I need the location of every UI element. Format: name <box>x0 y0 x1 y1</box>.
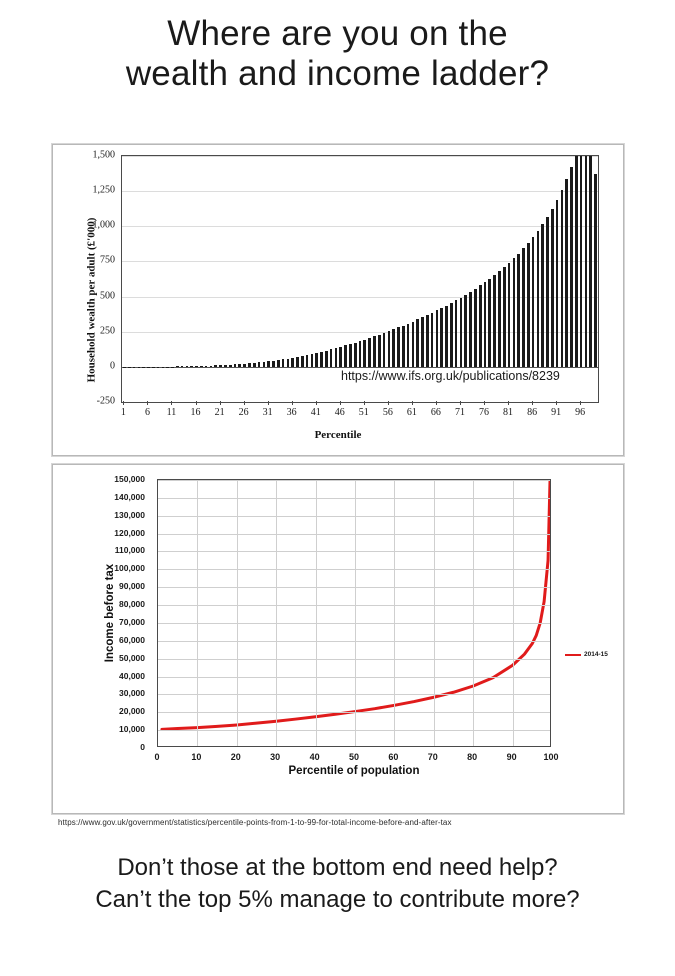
income-y-axis-title: Income before tax <box>104 563 117 663</box>
wealth-y-tick-label: -250 <box>96 395 115 407</box>
wealth-bar <box>243 364 246 367</box>
wealth-x-tick <box>268 401 269 405</box>
bottom-line-1: Don’t those at the bottom end need help? <box>117 854 558 881</box>
wealth-bar <box>537 231 540 367</box>
wealth-bar <box>532 237 535 366</box>
wealth-x-tick-label: 86 <box>527 407 538 418</box>
income-y-tick-label: 120,000 <box>114 527 145 538</box>
wealth-bar <box>219 365 222 367</box>
wealth-x-tick <box>316 401 317 405</box>
wealth-bar <box>373 336 376 367</box>
legend-label: 2014-15 <box>584 651 608 658</box>
income-gridline-v <box>276 480 277 746</box>
wealth-x-tick-label: 36 <box>286 407 297 418</box>
wealth-y-axis-title: Household wealth per adult (£'000) <box>85 217 98 383</box>
wealth-bar <box>267 361 270 367</box>
wealth-gridline <box>122 156 598 157</box>
income-gridline-h <box>158 551 550 552</box>
wealth-bar <box>186 366 189 367</box>
income-gridline-v <box>237 480 238 746</box>
income-y-tick-label: 20,000 <box>119 706 145 717</box>
wealth-x-tick <box>484 401 485 405</box>
income-y-tick-label: 70,000 <box>119 616 145 627</box>
income-y-tick-label: 10,000 <box>119 724 145 735</box>
income-plot-area <box>157 479 551 747</box>
wealth-bar <box>541 224 544 366</box>
wealth-gridline <box>122 191 598 192</box>
wealth-x-tick <box>123 401 124 405</box>
wealth-x-tick <box>460 401 461 405</box>
wealth-x-tick <box>412 401 413 405</box>
wealth-bar <box>291 358 294 367</box>
income-y-tick-label: 90,000 <box>119 581 145 592</box>
wealth-bar <box>527 243 530 367</box>
income-gridline-h <box>158 569 550 570</box>
wealth-source-url: https://www.ifs.org.uk/publications/8239 <box>341 369 560 383</box>
wealth-bar <box>354 343 357 367</box>
wealth-x-tick-label: 56 <box>382 407 393 418</box>
wealth-bar <box>426 315 429 367</box>
wealth-bar <box>546 217 549 367</box>
wealth-x-tick <box>436 401 437 405</box>
wealth-x-tick-label: 31 <box>262 407 273 418</box>
income-legend <box>565 651 608 658</box>
wealth-bar <box>493 275 496 367</box>
income-y-tick-label: 80,000 <box>119 599 145 610</box>
wealth-gridline <box>122 367 598 368</box>
income-gridline-v <box>355 480 356 746</box>
wealth-bar <box>407 324 410 367</box>
legend-swatch-icon <box>565 654 581 656</box>
income-gridline-h <box>158 498 550 499</box>
wealth-y-tick-label: 1,250 <box>92 184 115 196</box>
wealth-x-tick-label: 26 <box>238 407 249 418</box>
wealth-x-tick-label: 96 <box>575 407 586 418</box>
income-x-tick-label: 80 <box>467 752 478 762</box>
wealth-bar <box>190 366 193 367</box>
wealth-bar <box>335 348 338 367</box>
wealth-bar <box>388 331 391 367</box>
income-y-tick-label: 0 <box>140 742 145 752</box>
wealth-bar <box>325 351 328 367</box>
wealth-bar <box>205 366 208 367</box>
wealth-x-tick-label: 66 <box>430 407 441 418</box>
income-y-tick-label: 140,000 <box>114 491 145 502</box>
wealth-bar <box>234 364 237 367</box>
wealth-x-tick-label: 51 <box>358 407 369 418</box>
wealth-bar <box>315 353 318 367</box>
wealth-x-tick <box>364 401 365 405</box>
wealth-x-tick-label: 1 <box>120 407 126 418</box>
wealth-bar <box>263 362 266 367</box>
wealth-bar <box>368 338 371 367</box>
wealth-bar <box>224 365 227 367</box>
wealth-bar <box>311 354 314 367</box>
wealth-bar <box>445 306 448 367</box>
income-gridline-v <box>513 480 514 746</box>
income-gridline-h <box>158 587 550 588</box>
wealth-x-tick <box>340 401 341 405</box>
income-gridline-h <box>158 730 550 731</box>
wealth-bar <box>460 298 463 367</box>
wealth-bar <box>522 248 525 366</box>
wealth-x-tick-label: 71 <box>454 407 465 418</box>
wealth-bar <box>171 367 174 368</box>
income-y-tick-label: 30,000 <box>119 688 145 699</box>
wealth-bar <box>551 209 554 367</box>
wealth-bar <box>282 359 285 367</box>
wealth-bar <box>200 366 203 367</box>
bottom-text <box>0 852 675 917</box>
income-x-tick-label: 50 <box>348 752 360 762</box>
income-gridline-h <box>158 480 550 481</box>
source-caption: https://www.gov.uk/government/statistics/percentile-points-from-1-to-99-for-total-income-before-and-after-tax <box>58 818 452 827</box>
income-x-tick-label: 60 <box>388 752 399 762</box>
wealth-bar <box>378 335 381 367</box>
wealth-bar <box>349 344 352 367</box>
wealth-bar <box>157 367 160 368</box>
wealth-bar <box>339 347 342 367</box>
wealth-bar <box>258 362 261 366</box>
wealth-bar <box>402 326 405 367</box>
wealth-y-tick-label: 1,000 <box>92 219 115 231</box>
wealth-x-tick <box>388 401 389 405</box>
wealth-bar <box>513 258 516 367</box>
wealth-gridline <box>122 402 598 403</box>
income-x-tick-label: 100 <box>543 752 559 762</box>
wealth-bar <box>210 366 213 367</box>
income-x-tick-label: 20 <box>230 752 241 762</box>
wealth-bar <box>469 292 472 367</box>
income-y-tick-label: 60,000 <box>119 634 145 645</box>
income-gridline-h <box>158 712 550 713</box>
wealth-bar <box>287 359 290 367</box>
wealth-x-tick <box>556 401 557 405</box>
wealth-bar <box>585 155 588 367</box>
income-gridline-h <box>158 677 550 678</box>
wealth-bar <box>479 285 482 366</box>
wealth-bar <box>392 329 395 367</box>
wealth-x-tick <box>147 401 148 405</box>
wealth-bar <box>147 367 150 368</box>
wealth-bar <box>561 190 564 366</box>
income-gridline-h <box>158 641 550 642</box>
wealth-bar <box>181 366 184 367</box>
wealth-x-tick-label: 91 <box>551 407 562 418</box>
wealth-y-tick-label: 500 <box>100 290 115 302</box>
wealth-x-tick <box>244 401 245 405</box>
wealth-bar <box>455 300 458 366</box>
title-line-2: wealth and income ladder? <box>125 54 550 94</box>
wealth-x-tick <box>171 401 172 405</box>
income-gridline-h <box>158 623 550 624</box>
wealth-bar <box>123 367 126 368</box>
wealth-x-tick-label: 11 <box>166 407 177 418</box>
wealth-bar <box>277 360 280 367</box>
wealth-bar <box>397 327 400 366</box>
income-y-tick-label: 110,000 <box>114 545 145 556</box>
wealth-chart-panel <box>52 144 624 456</box>
wealth-x-tick-label: 76 <box>479 407 489 418</box>
income-x-tick-label: 70 <box>427 752 438 762</box>
income-x-tick-label: 10 <box>191 752 202 762</box>
wealth-bar <box>301 356 304 367</box>
wealth-bar <box>589 155 592 367</box>
income-y-tick-label: 50,000 <box>119 652 145 663</box>
income-gridline-v <box>394 480 395 746</box>
income-gridline-v <box>316 480 317 746</box>
wealth-x-tick-label: 21 <box>214 407 225 418</box>
wealth-bar <box>176 366 179 367</box>
wealth-bar <box>517 254 520 367</box>
wealth-x-tick <box>508 401 509 405</box>
wealth-y-tick-label: 0 <box>110 360 115 372</box>
income-gridline-h <box>158 694 550 695</box>
income-x-tick-label: 0 <box>154 752 160 762</box>
income-x-tick-label: 90 <box>506 752 517 762</box>
wealth-x-tick-label: 46 <box>334 407 345 418</box>
wealth-x-tick <box>532 401 533 405</box>
income-y-tick-label: 40,000 <box>119 670 145 681</box>
wealth-bar <box>464 295 467 367</box>
wealth-bar <box>359 341 362 367</box>
wealth-bar <box>436 310 439 366</box>
wealth-bar <box>152 367 155 368</box>
wealth-bar <box>508 263 511 367</box>
wealth-bar <box>272 361 275 367</box>
wealth-x-axis-title: Percentile <box>314 429 362 441</box>
wealth-bar <box>229 365 232 367</box>
income-y-tick-label: 150,000 <box>114 474 145 484</box>
income-gridline-h <box>158 605 550 606</box>
wealth-bar <box>594 174 597 367</box>
income-y-tick-label: 130,000 <box>114 509 145 520</box>
wealth-bar <box>556 200 559 367</box>
income-chart-panel <box>52 464 624 814</box>
wealth-bar <box>363 340 366 367</box>
wealth-x-tick-label: 6 <box>144 407 150 418</box>
income-gridline-v <box>473 480 474 746</box>
wealth-bar <box>142 367 145 368</box>
wealth-bar <box>488 279 491 367</box>
wealth-bar <box>484 282 487 367</box>
bottom-line-2: Can’t the top 5% manage to contribute more? <box>95 886 580 914</box>
wealth-bar <box>383 333 386 367</box>
income-gridline-v <box>197 480 198 746</box>
wealth-bar <box>416 319 419 366</box>
wealth-x-tick-label: 81 <box>503 407 514 418</box>
wealth-bar <box>138 367 141 368</box>
income-y-tick-label: 100,000 <box>114 563 145 574</box>
wealth-x-tick <box>196 401 197 405</box>
income-gridline-v <box>434 480 435 746</box>
wealth-gridline <box>122 226 598 227</box>
income-x-tick-label: 30 <box>270 752 281 762</box>
wealth-y-tick-label: 750 <box>100 254 115 266</box>
income-x-axis-title: Percentile of population <box>288 765 420 777</box>
wealth-x-tick <box>220 401 221 405</box>
wealth-bar <box>431 313 434 367</box>
wealth-bar <box>570 167 573 367</box>
wealth-bar <box>474 289 477 367</box>
wealth-bar <box>166 367 169 368</box>
wealth-bar <box>565 179 568 367</box>
income-gridline-h <box>158 516 550 517</box>
wealth-bar <box>214 365 217 367</box>
wealth-bar <box>306 355 309 367</box>
wealth-bar <box>575 155 578 367</box>
wealth-bar <box>128 367 131 368</box>
income-gridline-h <box>158 534 550 535</box>
wealth-bar <box>344 345 347 366</box>
wealth-bar <box>296 357 299 367</box>
wealth-bar <box>133 367 136 368</box>
income-x-tick-label: 40 <box>309 752 320 762</box>
wealth-x-tick-label: 41 <box>310 407 321 418</box>
wealth-plot-area <box>121 155 599 403</box>
wealth-x-tick <box>292 401 293 405</box>
income-gridline-h <box>158 659 550 660</box>
wealth-bar <box>162 367 165 368</box>
wealth-x-tick-label: 16 <box>190 407 201 418</box>
wealth-bar <box>253 363 256 367</box>
wealth-bar <box>195 366 198 367</box>
wealth-bar <box>412 322 415 367</box>
wealth-bar <box>440 308 443 367</box>
wealth-y-tick-label: 1,500 <box>92 149 115 161</box>
wealth-bar <box>248 363 251 367</box>
page-title <box>0 0 675 95</box>
wealth-bar <box>320 352 323 367</box>
wealth-bar <box>421 317 424 366</box>
wealth-x-tick <box>580 401 581 405</box>
wealth-bar <box>580 155 583 367</box>
wealth-y-tick-label: 250 <box>100 325 115 337</box>
wealth-bar <box>330 349 333 366</box>
wealth-bar <box>238 364 241 367</box>
wealth-bar <box>503 267 506 367</box>
wealth-x-tick-label: 61 <box>406 407 417 418</box>
title-line-1: Where are you on the <box>167 14 508 53</box>
wealth-bar <box>450 303 453 367</box>
wealth-bar <box>498 271 501 367</box>
